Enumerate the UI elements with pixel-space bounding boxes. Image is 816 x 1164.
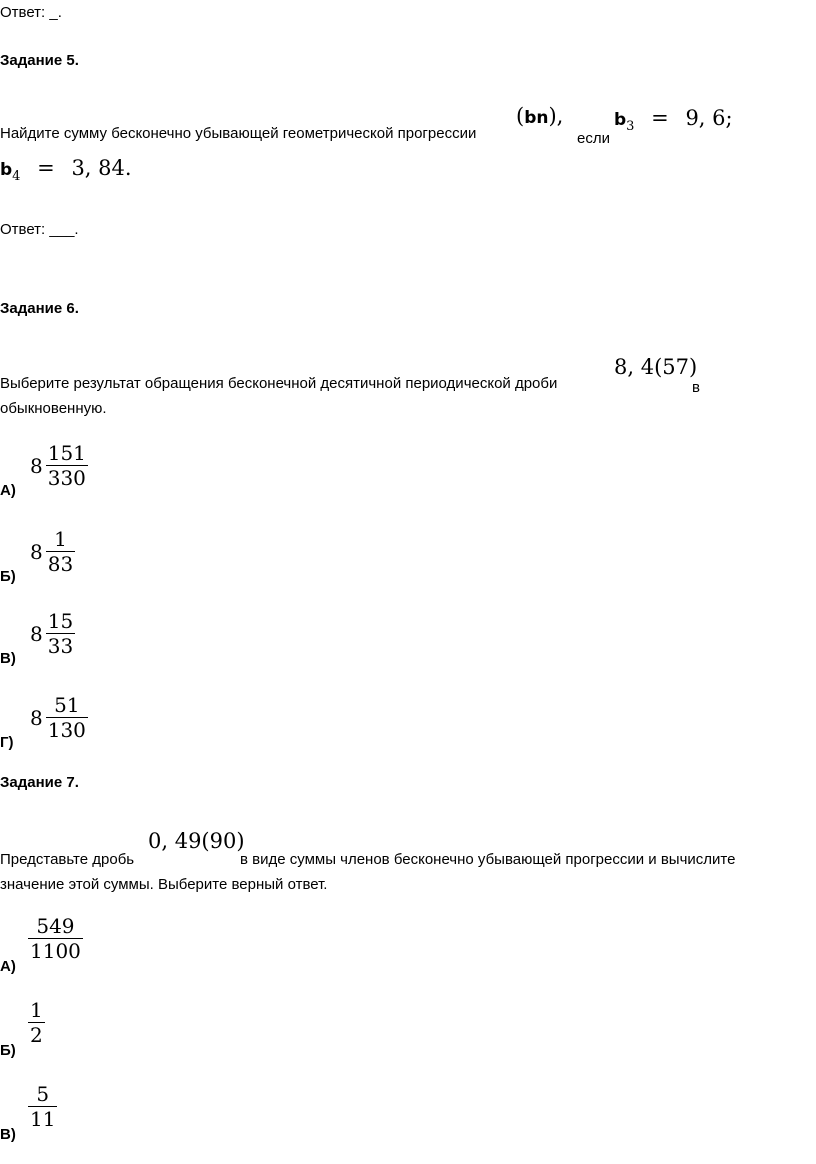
b3-eq: = [651, 106, 669, 130]
task5-b4-formula [0, 156, 132, 184]
task5-text: Найдите сумму бесконечно убывающей геометрической прогрессии [0, 125, 477, 142]
option-whole: 8 [30, 539, 43, 564]
task6-text-after: в [692, 379, 700, 396]
option-numerator: 151 [47, 441, 86, 465]
previous-answer-line: Ответ: _. [0, 4, 62, 21]
task5-sequence-formula [516, 104, 563, 130]
task7-text-line2: значение этой суммы. Выберите верный ответ. [0, 876, 328, 893]
option-whole: 8 [30, 705, 43, 730]
task7-option-b-fraction [28, 998, 45, 1047]
task6-option-d-label: Г) [0, 734, 14, 751]
task5-seq-open: ( [516, 104, 525, 128]
task5-if-word: если [577, 130, 610, 147]
option-denominator: 11 [30, 1107, 56, 1131]
task6-option-c-fraction [30, 609, 75, 658]
option-numerator: 15 [47, 609, 74, 633]
task7-title: Задание 7. [0, 774, 79, 791]
task7-text: Представьте дробь [0, 851, 135, 868]
b4-eq: = [37, 156, 55, 180]
task5-seq-sub: n [536, 108, 549, 128]
option-denominator: 1100 [30, 939, 81, 963]
task7-periodic-fraction: 0, 49(90) [148, 829, 245, 853]
option-denominator: 2 [30, 1023, 43, 1047]
option-denominator: 33 [47, 634, 74, 658]
task5-seq-tail: ), [548, 104, 564, 128]
task6-periodic-fraction: 8, 4(57) [614, 355, 698, 379]
option-numerator: 1 [54, 527, 67, 551]
task6-option-d-fraction [30, 693, 88, 742]
task6-option-c-label: В) [0, 650, 16, 667]
task6-text-line2: обыкновенную. [0, 400, 107, 417]
task7-text-after: в виде суммы членов бесконечно убывающей прогрессии и вычислите [240, 851, 736, 868]
option-denominator: 330 [47, 466, 86, 490]
task7-option-a-label: А) [0, 958, 16, 975]
task7-option-a-fraction [28, 914, 83, 963]
b3-var: b [614, 110, 627, 130]
task6-option-a-fraction [30, 441, 88, 490]
b3-sub: 3 [626, 119, 635, 134]
option-denominator: 130 [47, 718, 86, 742]
b4-var: b [0, 160, 13, 180]
option-whole: 8 [30, 453, 43, 478]
option-whole: 8 [30, 621, 43, 646]
task6-title: Задание 6. [0, 300, 79, 317]
task7-option-c-label: В) [0, 1126, 16, 1143]
task6-option-b-fraction [30, 527, 75, 576]
task6-option-b-label: Б) [0, 568, 16, 585]
option-numerator: 549 [36, 914, 75, 938]
b4-value: 3, 84. [71, 156, 132, 180]
task7-option-b-label: Б) [0, 1042, 16, 1059]
task5-b3-formula [614, 106, 733, 134]
task5-answer-line: Ответ: ___. [0, 221, 79, 238]
option-numerator: 51 [54, 693, 80, 717]
b3-value: 9, 6; [685, 106, 733, 130]
task7-option-c-fraction [28, 1082, 57, 1131]
task5-seq-var: b [524, 108, 537, 128]
option-numerator: 1 [30, 998, 43, 1022]
task6-text: Выберите результат обращения бесконечной десятичной периодической дроби [0, 375, 558, 392]
option-numerator: 5 [36, 1082, 50, 1106]
option-denominator: 83 [47, 552, 74, 576]
b4-sub: 4 [12, 169, 21, 184]
task6-option-a-label: А) [0, 482, 16, 499]
task5-title: Задание 5. [0, 52, 79, 69]
